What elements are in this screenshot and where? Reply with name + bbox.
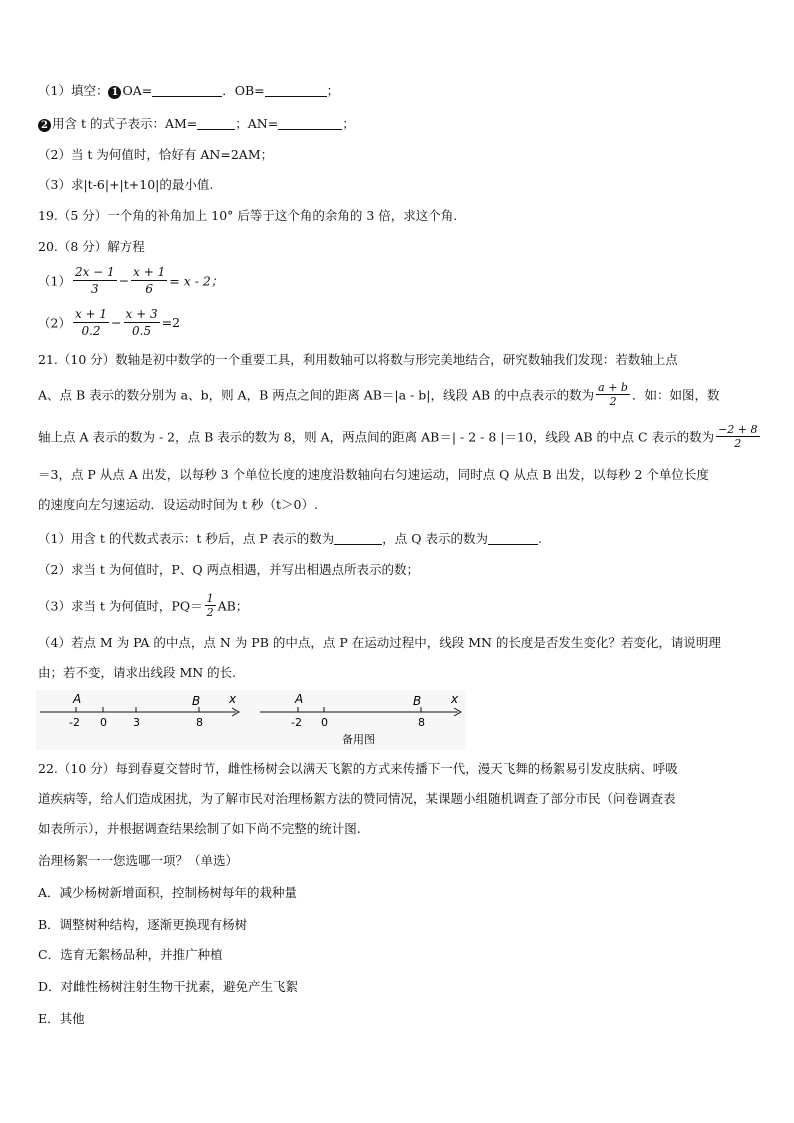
punct: . xyxy=(537,531,542,546)
tick-label: 3 xyxy=(133,716,140,729)
q20-equation-2 xyxy=(38,306,180,339)
minus-sign: − xyxy=(111,315,122,330)
ob-answer-blank[interactable] xyxy=(265,83,327,97)
q21-line-4: ＝3，点 P 从点 A 出发，以每秒 3 个单位长度的速度沿数轴向右匀速运动，同时点 Q 从点 B 出发，以每秒 2 个单位长度 xyxy=(38,467,709,482)
q21-line-3-text: 轴上点 A 表示的数为 - 2，点 B 表示的数为 8，则 A，两点间的距离 AB＝| - 2 - 8 |＝10，线段 AB 的中点 C 表示的数为 xyxy=(38,429,715,445)
eq1-fraction-2 xyxy=(131,264,167,297)
eq2-rhs: =2 xyxy=(161,315,181,330)
number-line-figures xyxy=(36,690,466,750)
an-answer-blank[interactable] xyxy=(278,116,342,130)
tick-label: 0 xyxy=(100,716,107,729)
q18-part2: （2）当 t 为何值时，恰好有 AN=2AM； xyxy=(38,147,274,162)
survey-option-b: B．调整树种结构，逐渐更换现有杨树 xyxy=(38,917,248,932)
eq1-rhs: = x - 2； xyxy=(169,273,224,289)
tick-label: 8 xyxy=(196,716,203,729)
q22-line-3: 如表所示），并根据调查结果绘制了如下尚不完整的统计图. xyxy=(38,821,361,836)
q22-line-2: 道疾病等，给人们造成困扰，为了解市民对治理杨絮方法的赞同情况，某课题小组随机调查了部分市民（问卷调查表 xyxy=(38,791,676,806)
q21-sub-2: （2）求当 t 为何值时，P、Q 两点相遇，并写出相遇点所表示的数； xyxy=(38,562,420,577)
q21-line-2-tail: ．如：如图，数 xyxy=(631,387,720,403)
q21-sub-3-text: （3）求当 t 为何值时，PQ＝ xyxy=(38,598,203,614)
an-label: ；AN= xyxy=(235,116,279,131)
minus-sign: − xyxy=(118,273,130,288)
fraction-denominator: 2 xyxy=(734,437,742,450)
survey-option-c: C．选育无絮杨品种，并推广种植 xyxy=(38,947,223,962)
eq1-fraction-1 xyxy=(73,264,117,297)
q21-sub-3 xyxy=(38,592,248,619)
am-answer-blank[interactable] xyxy=(197,116,235,130)
q22-line-1: 22.（10 分）每到春夏交替时节，雌性杨树会以满天飞絮的方式来传播下一代，漫天飞舞的杨絮易引发皮肤病、呼吸 xyxy=(38,761,678,776)
example-midpoint-fraction xyxy=(716,423,759,450)
axis-x-label: x xyxy=(229,692,237,706)
fraction-numerator: −2 + 8 xyxy=(718,423,758,436)
q21-sub-4-line-2: 由；若不变，请求出线段 MN 的长. xyxy=(38,665,237,680)
ob-label: ．OB= xyxy=(222,83,265,98)
eq2-fraction-1 xyxy=(73,306,109,339)
axis-x-label: x xyxy=(451,692,459,706)
tick-label: 8 xyxy=(418,716,425,729)
q21-line-1: 21.（10 分）数轴是初中数学的一个重要工具，利用数轴可以将数与形完美地结合，研究数轴我们发现：若数轴上点 xyxy=(38,352,678,367)
fraction-denominator: 2 xyxy=(609,395,617,408)
q20-title: 20.（8 分）解方程 xyxy=(38,239,145,254)
eq2-fraction-2 xyxy=(124,306,160,339)
fraction-denominator: 2 xyxy=(206,606,214,619)
fraction-denominator: 0.5 xyxy=(132,324,152,338)
midpoint-formula-fraction xyxy=(596,381,630,408)
q18-part3: （3）求|t-6|+|t+10|的最小值. xyxy=(38,177,214,192)
q18-fill-line-2 xyxy=(38,115,355,133)
fraction-numerator: x + 3 xyxy=(125,307,158,321)
circled-number-1: 1 xyxy=(108,86,121,99)
q21-line-2-text: A、点 B 表示的数分别为 a、b，则 A，B 两点之间的距离 AB＝|a - b|，线段 AB 的中点表示的数为 xyxy=(38,387,595,403)
tick-label: 0 xyxy=(321,716,328,729)
fraction-numerator: 2x − 1 xyxy=(74,265,115,279)
punct: ； xyxy=(342,116,355,131)
survey-option-d: D．对雌性杨树注射生物干扰素，避免产生飞絮 xyxy=(38,979,299,994)
survey-option-e: E．其他 xyxy=(38,1011,85,1026)
q-expression-blank[interactable] xyxy=(488,531,538,545)
fraction-numerator: 1 xyxy=(206,592,214,605)
figure-caption: 备用图 xyxy=(342,733,375,746)
half-fraction xyxy=(205,592,216,619)
q19-text: 19.（5 分）一个角的补角加上 10° 后等于这个角的余角的 3 倍，求这个角. xyxy=(38,208,458,223)
q21-sub-3-tail: AB； xyxy=(217,598,249,614)
point-b-label: B xyxy=(413,694,422,708)
eq1-label: （1） xyxy=(38,273,71,289)
fraction-denominator: 0.2 xyxy=(81,324,101,338)
q21-sub-1-text: （1）用含 t 的代数式表示：t 秒后，点 P 表示的数为 xyxy=(38,531,335,546)
circled-number-2: 2 xyxy=(38,119,51,132)
q21-line-3 xyxy=(38,423,762,450)
eq2-label: （2） xyxy=(38,315,71,331)
fraction-numerator: a + b xyxy=(598,381,628,394)
q18-fill-line-1 xyxy=(38,82,339,100)
point-a-label: A xyxy=(73,692,82,706)
am-label: 用含 t 的式子表示：AM= xyxy=(52,116,198,131)
q21-line-2 xyxy=(38,381,719,408)
point-a-label: A xyxy=(295,692,304,706)
survey-question: 治理杨絮一一您选哪一项？（单选） xyxy=(38,853,239,868)
fraction-denominator: 6 xyxy=(145,282,154,296)
q18-part1-label: （1）填空： xyxy=(38,83,109,98)
q20-equation-1 xyxy=(38,264,223,297)
fraction-denominator: 3 xyxy=(91,282,99,296)
oa-answer-blank[interactable] xyxy=(152,83,222,97)
tick-label: -2 xyxy=(291,716,302,729)
tick-label: -2 xyxy=(69,716,80,729)
survey-option-a: A．减少杨树新增面积，控制杨树每年的栽种量 xyxy=(38,885,298,900)
q21-sub-4-line-1: （4）若点 M 为 PA 的中点，点 N 为 PB 的中点，点 P 在运动过程中，线段 MN 的长度是否发生变化？若变化，请说明理 xyxy=(38,635,721,650)
q21-sub-1 xyxy=(38,530,542,548)
fraction-numerator: x + 1 xyxy=(74,307,108,321)
q21-line-5: 的速度向左匀速运动．设运动时间为 t 秒（t＞0）. xyxy=(38,497,318,512)
p-expression-blank[interactable] xyxy=(334,531,382,545)
oa-label: OA= xyxy=(122,83,153,98)
fraction-numerator: x + 1 xyxy=(133,265,166,279)
point-b-label: B xyxy=(192,694,201,708)
punct: ； xyxy=(326,83,340,98)
q21-sub-1-mid: ，点 Q 表示的数为 xyxy=(382,531,488,546)
